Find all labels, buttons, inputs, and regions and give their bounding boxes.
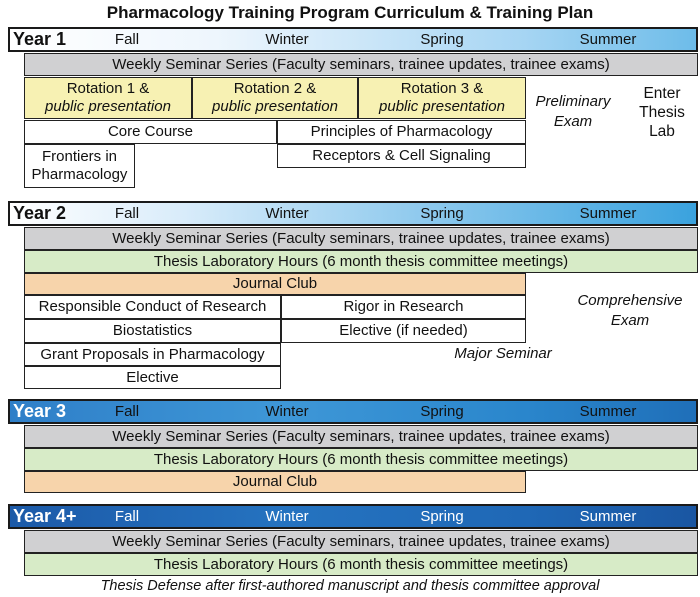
year-label: Year 1: [13, 29, 67, 49]
weekly-seminar-bar: Weekly Seminar Series (Faculty seminars, trainee updates, trainee exams): [24, 227, 698, 250]
core-course-box: Core Course: [24, 120, 277, 144]
rotation-subtitle: public presentation: [212, 98, 338, 115]
season-fall: Fall: [114, 508, 140, 525]
receptors-cell-signaling-box: Receptors & Cell Signaling: [277, 144, 526, 168]
year-label: Year 2: [13, 203, 67, 223]
thesis-defense-note: Thesis Defense after first-authored manuscript and thesis committee approval: [100, 578, 600, 594]
rigor-in-research-box: Rigor in Research: [281, 295, 526, 319]
journal-club-bar: Journal Club: [24, 273, 526, 295]
comprehensive-exam-note: Comprehensive Exam: [577, 292, 683, 329]
rotation-1-box: [24, 77, 192, 119]
elective-box: Elective: [24, 366, 281, 389]
season-fall: Fall: [114, 205, 140, 222]
season-summer: Summer: [579, 508, 637, 525]
year-label: Year 3: [13, 401, 67, 421]
biostatistics-box: Biostatistics: [24, 319, 281, 343]
rotation-subtitle: public presentation: [45, 98, 171, 115]
season-fall: Fall: [114, 31, 140, 48]
season-spring: Spring: [420, 31, 464, 48]
year-3-header: [8, 399, 698, 424]
grant-proposals-box: Grant Proposals in Pharmacology: [24, 343, 281, 366]
year-1-header: [8, 27, 698, 52]
season-fall: Fall: [114, 403, 140, 420]
season-spring: Spring: [420, 403, 464, 420]
rotation-title: Rotation 1 &: [66, 80, 150, 97]
weekly-seminar-bar: Weekly Seminar Series (Faculty seminars, trainee updates, trainee exams): [24, 425, 698, 448]
elective-if-needed-box: Elective (if needed): [281, 319, 526, 343]
season-spring: Spring: [420, 205, 464, 222]
rotation-subtitle: public presentation: [379, 98, 505, 115]
frontiers-in-pharmacology-box: Frontiers in Pharmacology: [24, 144, 135, 188]
rcr-box: Responsible Conduct of Research: [24, 295, 281, 319]
season-winter: Winter: [265, 31, 309, 48]
weekly-seminar-bar: Weekly Seminar Series (Faculty seminars, trainee updates, trainee exams): [24, 53, 698, 76]
journal-club-bar: Journal Club: [24, 471, 526, 493]
rotation-title: Rotation 2 &: [233, 80, 317, 97]
year-2-header: [8, 201, 698, 226]
page-title: Pharmacology Training Program Curriculum & Training Plan: [106, 3, 594, 22]
preliminary-exam-note: Preliminary Exam: [535, 93, 611, 130]
season-winter: Winter: [265, 205, 309, 222]
year-4-header: [8, 504, 698, 529]
major-seminar-note: Major Seminar: [454, 345, 552, 362]
year-label: Year 4+: [13, 506, 77, 526]
thesis-lab-hours-bar: Thesis Laboratory Hours (6 month thesis committee meetings): [24, 553, 698, 576]
thesis-lab-hours-bar: Thesis Laboratory Hours (6 month thesis committee meetings): [24, 448, 698, 471]
season-summer: Summer: [579, 403, 637, 420]
rotation-2-box: [192, 77, 358, 119]
season-spring: Spring: [420, 508, 464, 525]
season-summer: Summer: [579, 31, 637, 48]
season-summer: Summer: [579, 205, 637, 222]
season-winter: Winter: [265, 403, 309, 420]
enter-thesis-lab-note: Enter Thesis Lab: [639, 85, 685, 140]
weekly-seminar-bar: Weekly Seminar Series (Faculty seminars, trainee updates, trainee exams): [24, 530, 698, 553]
thesis-lab-hours-bar: Thesis Laboratory Hours (6 month thesis committee meetings): [24, 250, 698, 273]
season-winter: Winter: [265, 508, 309, 525]
principles-of-pharmacology-box: Principles of Pharmacology: [277, 120, 526, 144]
rotation-3-box: [358, 77, 526, 119]
rotation-title: Rotation 3 &: [400, 80, 484, 97]
